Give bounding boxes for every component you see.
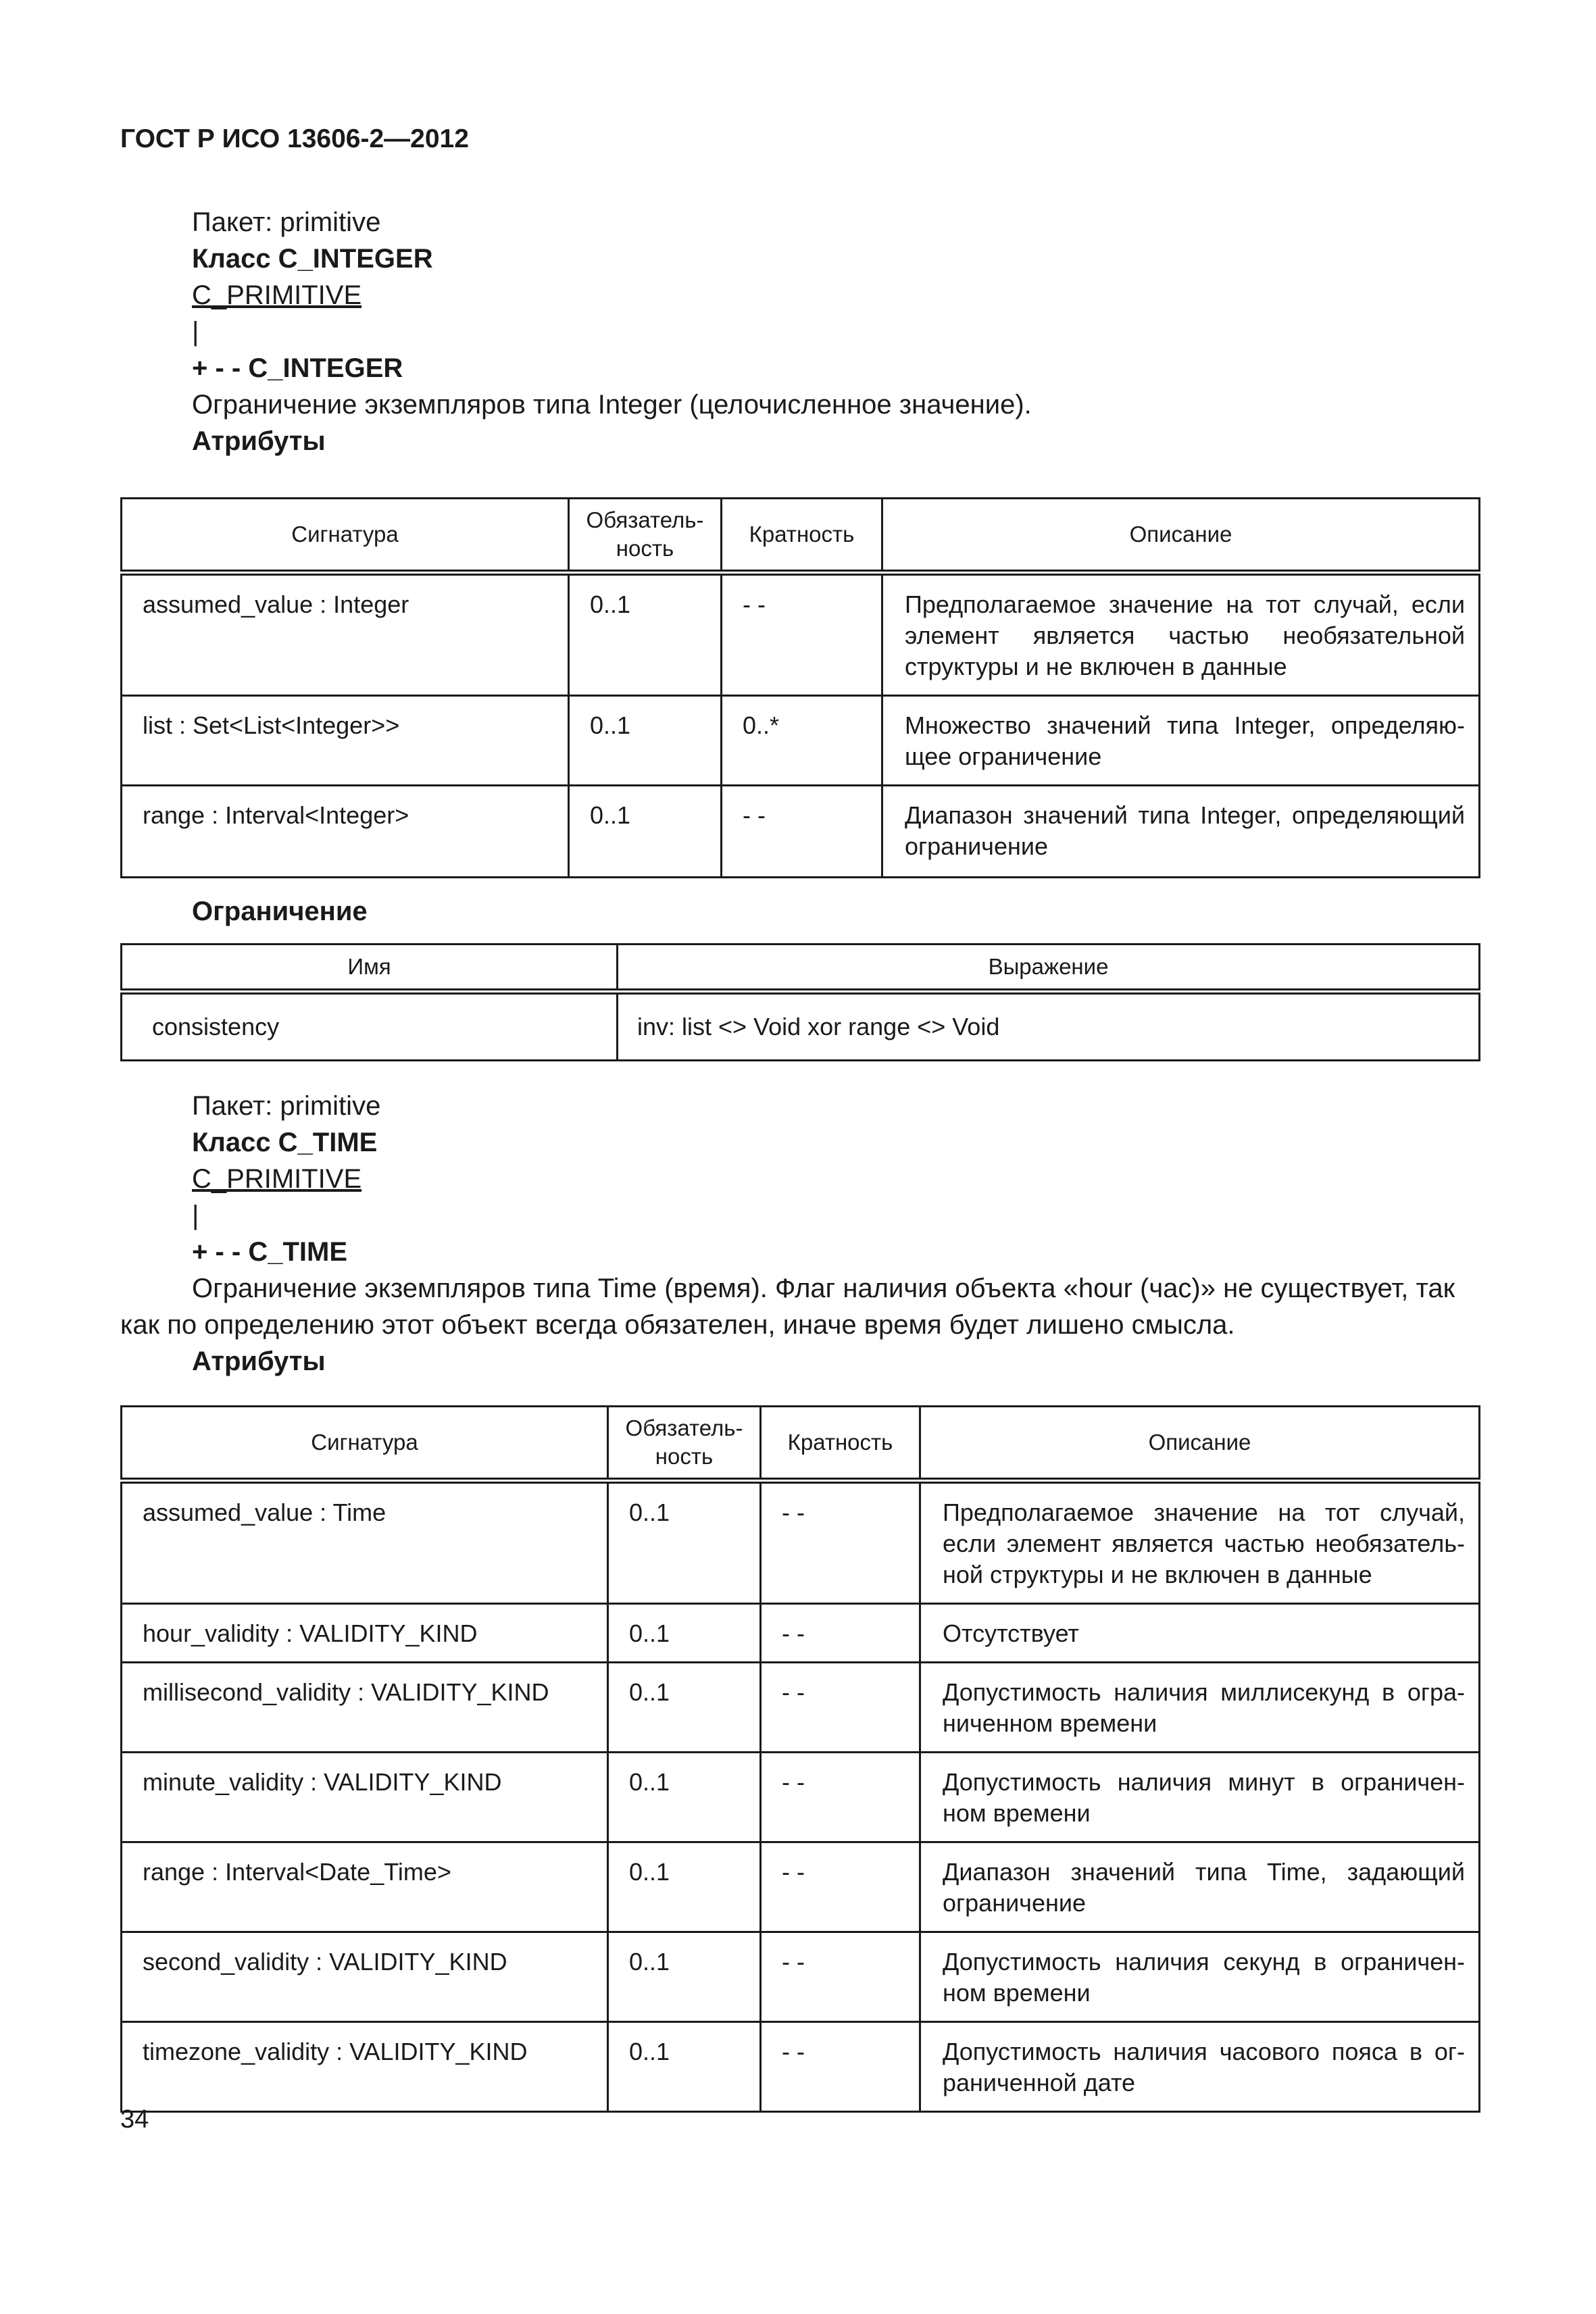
multiplicity-cell: - - [782,1768,805,1796]
table-row [122,573,1480,696]
class-description-paragraph [120,1270,1478,1343]
mandatory-cell: 0..1 [590,590,631,618]
inheritance-line: + - - C_TIME [192,1237,348,1267]
mandatory-cell: 0..1 [590,801,631,829]
description-cell: Множество значений типа Integer, определяю-щее ограничение [905,711,1465,770]
header-name: Имя [122,945,618,992]
description-cell: Предполагаемое значение на тот случай, если элемент является частью необязатель-ной структуры и не включен в данные [943,1499,1465,1588]
mandatory-cell: 0..1 [629,1619,670,1647]
inheritance-line: + - - C_INTEGER [192,353,403,383]
table-row [122,992,1480,1061]
attributes-heading: Атрибуты [192,426,326,456]
signature-cell: minute_validity : VALIDITY_KIND [143,1768,502,1796]
header-signature: Сигнатура [122,1407,608,1481]
multiplicity-cell: - - [743,590,766,618]
multiplicity-cell: - - [782,1858,805,1886]
table-row [122,696,1480,786]
mandatory-cell: 0..1 [629,1768,670,1796]
attributes-table-time [120,1405,1480,2113]
description-cell: Допустимость наличия минут в ограничен-ном времени [943,1768,1465,1827]
class-block-integer [192,204,1032,459]
signature-cell: range : Interval<Date_Time> [143,1858,451,1886]
signature-cell: hour_validity : VALIDITY_KIND [143,1619,478,1647]
attributes-heading: Атрибуты [192,1347,326,1376]
table-row [122,1481,1480,1604]
class-description: Ограничение экземпляров типа Time (время). Флаг наличия объекта «hour (час)» не существует, так как по определению этот объект всегда обязателен, иначе время будет лишено смысла. [120,1274,1455,1340]
header-mandatory: Обязатель-ность [569,499,722,573]
page-number: 34 [120,2105,149,2134]
multiplicity-cell: - - [782,1948,805,1976]
header-description: Описание [882,499,1480,573]
header-mandatory: Обязатель-ность [608,1407,761,1481]
description-cell: Допустимость наличия секунд в ограничен-ном времени [943,1948,1465,2007]
attributes-table-integer [120,497,1480,878]
description-cell: Отсутствует [943,1619,1079,1647]
constraint-table [120,943,1480,1061]
description-cell: Допустимость наличия миллисекунд в огра-ниченном времени [943,1678,1465,1737]
table-row [122,1932,1480,2022]
table-row [122,1663,1480,1753]
class-description: Ограничение экземпляров типа Integer (целочисленное значение). [192,390,1032,420]
class-block-time [192,1088,380,1270]
signature-cell: millisecond_validity : VALIDITY_KIND [143,1678,549,1706]
table-header-row [122,1407,1480,1481]
signature-cell: assumed_value : Time [143,1499,386,1526]
description-cell: Диапазон значений типа Time, задающий ограничение [943,1858,1465,1917]
description-cell: Допустимость наличия часового пояса в ог-раниченной дате [943,2038,1465,2096]
signature-cell: assumed_value : Integer [143,590,409,618]
signature-cell: range : Interval<Integer> [143,801,409,829]
mandatory-cell: 0..1 [629,1858,670,1886]
inheritance-pipe: | [192,1201,199,1230]
table-row [122,2022,1480,2112]
signature-cell: second_validity : VALIDITY_KIND [143,1948,507,1976]
package-line: Пакет: primitive [192,1091,381,1121]
table-row [122,1753,1480,1842]
table-header-row [122,945,1480,992]
header-signature: Сигнатура [122,499,569,573]
signature-cell: timezone_validity : VALIDITY_KIND [143,2038,528,2065]
mandatory-cell: 0..1 [629,2038,670,2065]
signature-cell: list : Set<List<Integer>> [143,711,400,739]
table-row [122,1604,1480,1663]
mandatory-cell: 0..1 [629,1948,670,1976]
header-multiplicity: Кратность [722,499,882,573]
mandatory-cell: 0..1 [590,711,631,739]
table-row [122,786,1480,878]
parent-class-link[interactable]: C_PRIMITIVE [192,1164,362,1194]
class-title: Класс C_TIME [192,1128,378,1157]
class-title: Класс C_INTEGER [192,244,433,274]
header-description: Описание [920,1407,1480,1481]
description-cell: Предполагаемое значение на тот случай, если элемент является частью необязательной структуры и не включен в данные [905,590,1465,680]
inheritance-pipe: | [192,317,199,347]
description-cell: Диапазон значений типа Integer, определяющий ограничение [905,801,1465,860]
mandatory-cell: 0..1 [629,1678,670,1706]
multiplicity-cell: - - [782,1678,805,1706]
header-multiplicity: Кратность [761,1407,920,1481]
multiplicity-cell: - - [743,801,766,829]
package-line: Пакет: primitive [192,207,381,237]
parent-class-link[interactable]: C_PRIMITIVE [192,280,362,310]
constraint-expression-cell: inv: list <> Void xor range <> Void [637,1013,1000,1040]
table-row [122,1842,1480,1932]
document-header: ГОСТ Р ИСО 13606-2—2012 [120,124,469,153]
multiplicity-cell: - - [782,2038,805,2065]
mandatory-cell: 0..1 [629,1499,670,1526]
table-header-row [122,499,1480,573]
multiplicity-cell: 0..* [743,711,780,739]
multiplicity-cell: - - [782,1619,805,1647]
constraint-heading: Ограничение [192,897,368,926]
header-expression: Выражение [618,945,1480,992]
constraint-name-cell: consistency [152,1013,280,1040]
multiplicity-cell: - - [782,1499,805,1526]
